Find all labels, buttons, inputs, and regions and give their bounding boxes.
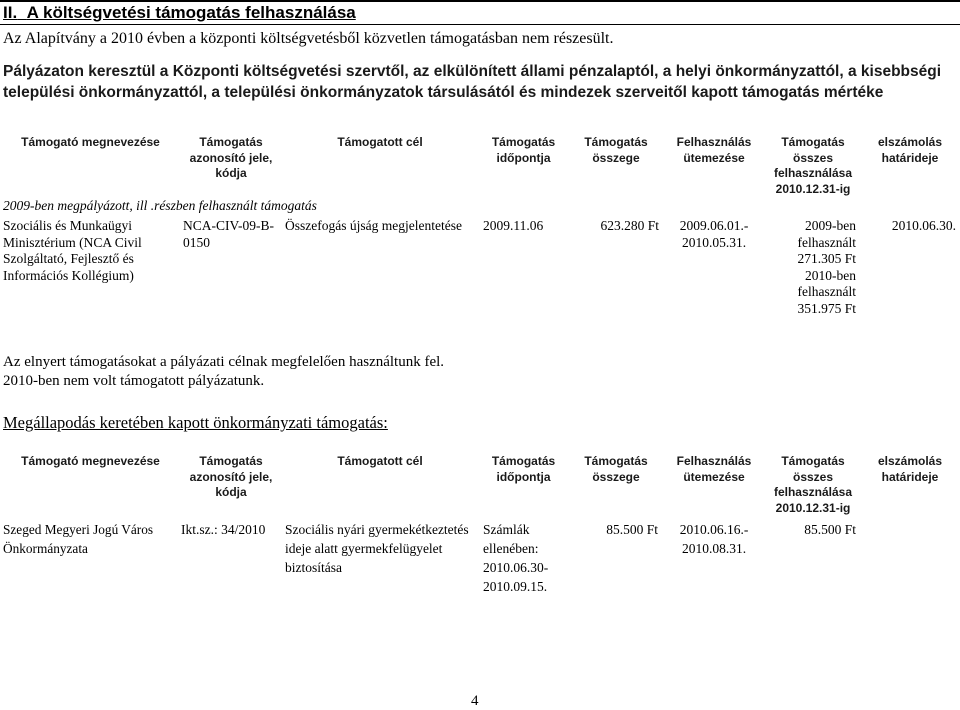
t1-date-cell: 2009.11.06 — [483, 218, 544, 233]
col-goal-header: Támogatott cél — [337, 135, 423, 149]
grant-paragraph: Pályázaton keresztül a Központi költségvetési szervtől, az elkülönített állami pénzalaptól, a helyi önkormányzattól, a kisebbségi települési önkormányzattól, a települési önkormányzatok társulásától és mindezek szerveitől kapott támogatás mértéke — [3, 63, 942, 101]
heading-rule — [0, 24, 960, 25]
t2-total-cell: 85.500 Ft — [804, 522, 856, 537]
section-title: A költségvetési támogatás felhasználása — [26, 3, 356, 22]
t1-grantor-cell: Szociális és Munkaügyi Minisztérium (NCA Civil Szolgáltató, Fejlesztő és Információs Kollégium) — [3, 218, 142, 283]
intro-text: Az Alapítvány a 2010 évben a központi költségvetésből közvetlen támogatásban nem részesült. — [3, 30, 614, 47]
t1-total-cell: 2009-ben felhasznált 271.305 Ft 2010-ben felhasznált 351.975 Ft — [797, 218, 856, 316]
t2-amount-cell: 85.500 Ft — [606, 522, 658, 537]
t2-col-grantor-header: Támogató megnevezése — [21, 454, 160, 468]
page-number: 4 — [471, 693, 479, 709]
t1-amount-cell: 623.280 Ft — [600, 218, 659, 233]
col-schedule-header: Felhasználás ütemezése — [676, 135, 752, 165]
note-no-grant: 2010-ben nem volt támogatott pályázatunk. — [3, 373, 265, 389]
t2-goal-cell: Szociális nyári gyermekétkeztetés ideje alatt gyermekfelügyelet biztosítása — [285, 522, 469, 575]
section-number: II. — [3, 3, 18, 22]
t1-schedule-cell: 2009.06.01.- 2010.05.31. — [679, 218, 749, 250]
note-used: Az elnyert támogatásokat a pályázati célnak megfelelően használtunk fel. — [3, 354, 445, 370]
section-heading — [3, 3, 356, 23]
t2-id-cell: Ikt.sz.: 34/2010 — [181, 522, 266, 537]
col-amount-header: Támogatás összege — [584, 135, 648, 165]
t2-col-total-header: Támogatás összes felhasználása 2010.12.31-ig — [773, 454, 853, 515]
table1-subtitle: 2009-ben megpályázott, ill .részben felhasznált támogatás — [3, 198, 317, 213]
section2-heading: Megállapodás keretében kapott önkormányzati támogatás: — [3, 413, 388, 432]
t1-goal-cell: Összefogás újság megjelentetése — [285, 218, 462, 233]
t2-col-amount-header: Támogatás összege — [584, 454, 648, 484]
t2-col-schedule-header: Felhasználás ütemezése — [676, 454, 752, 484]
t1-deadline-cell: 2010.06.30. — [891, 218, 956, 233]
t2-date-cell: Számlák ellenében: 2010.06.30-2010.09.15. — [483, 522, 549, 594]
t1-id-cell: NCA-CIV-09-B-0150 — [183, 218, 274, 250]
col-grantor-header: Támogató megnevezése — [21, 135, 160, 149]
t2-schedule-cell: 2010.06.16.- 2010.08.31. — [679, 522, 749, 556]
col-deadline-header: elszámolás határideje — [877, 135, 943, 165]
t2-col-id-header: Támogatás azonosító jele, kódja — [189, 454, 273, 499]
t2-col-date-header: Támogatás időpontja — [491, 454, 556, 484]
col-id-header: Támogatás azonosító jele, kódja — [189, 135, 273, 180]
t2-grantor-cell: Szeged Megyeri Jogú Város Önkormányzata — [3, 522, 154, 556]
col-date-header: Támogatás időpontja — [491, 135, 556, 165]
t2-col-goal-header: Támogatott cél — [337, 454, 423, 468]
col-total-header: Támogatás összes felhasználása 2010.12.31-ig — [773, 135, 853, 196]
top-rule — [0, 0, 960, 2]
t2-col-deadline-header: elszámolás határideje — [877, 454, 943, 484]
